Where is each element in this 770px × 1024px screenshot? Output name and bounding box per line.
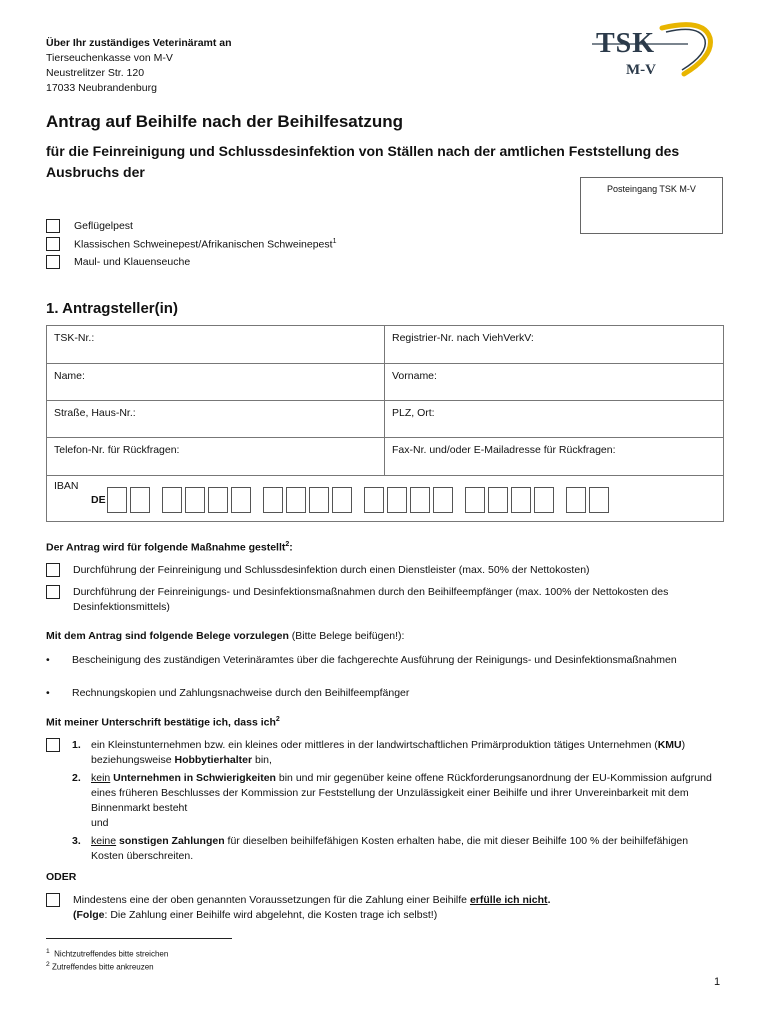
disease-label: Klassischen Schweinepest/Afrikanischen Schweinepest$^1$ bbox=[74, 237, 337, 251]
sender-line: Neustrelitzer Str. 120 bbox=[46, 67, 145, 79]
sender-address bbox=[46, 36, 232, 96]
iban-digit-box[interactable] bbox=[231, 487, 251, 513]
checkbox[interactable] bbox=[46, 237, 60, 251]
iban-digit-box[interactable] bbox=[309, 487, 329, 513]
iban-digit-box[interactable] bbox=[534, 487, 554, 513]
confirm-heading: Mit meiner Unterschrift bestätige ich, dass ich$^2$ bbox=[46, 716, 280, 729]
tsk-logo bbox=[592, 22, 716, 82]
iban-digit-box[interactable] bbox=[208, 487, 228, 513]
checkbox[interactable] bbox=[46, 893, 60, 907]
disease-option[interactable] bbox=[46, 237, 336, 251]
iban-digit-box[interactable] bbox=[185, 487, 205, 513]
bullet-icon: • bbox=[46, 654, 50, 666]
checkbox[interactable] bbox=[46, 563, 60, 577]
table-row bbox=[47, 438, 723, 476]
posteingang-label: Posteingang TSK M-V bbox=[607, 184, 696, 194]
iban-country-code: DE bbox=[91, 494, 106, 506]
posteingang-box bbox=[580, 177, 723, 234]
checkbox[interactable] bbox=[46, 219, 60, 233]
footnote: $^1$ Nichtzutreffendes bitte streichen bbox=[46, 948, 169, 959]
iban-digit-box[interactable] bbox=[286, 487, 306, 513]
sender-line: Über Ihr zuständiges Veterinäramt an bbox=[46, 37, 232, 49]
form-title: Antrag auf Beihilfe nach der Beihilfesatzung bbox=[46, 112, 404, 131]
oder-label: ODER bbox=[46, 871, 77, 883]
field-name[interactable]: Name: bbox=[54, 370, 85, 382]
field-telefon[interactable]: Telefon-Nr. für Rückfragen: bbox=[54, 444, 180, 456]
confirm-checkbox[interactable] bbox=[46, 738, 60, 752]
iban-digit-box[interactable] bbox=[263, 487, 283, 513]
iban-label: IBAN bbox=[54, 480, 79, 492]
iban-digit-box[interactable] bbox=[162, 487, 182, 513]
checkbox[interactable] bbox=[46, 255, 60, 269]
measure-heading: Der Antrag wird für folgende Maßnahme gestellt$^2$: bbox=[46, 541, 293, 554]
applicant-table bbox=[46, 325, 724, 522]
logo-text-tsk: TSK bbox=[596, 28, 656, 59]
iban-digit-box[interactable] bbox=[410, 487, 430, 513]
footnote-ref: 1 bbox=[332, 237, 337, 245]
iban-digit-box[interactable] bbox=[566, 487, 586, 513]
measure-option-label: Durchführung der Feinreinigung und Schlussdesinfektion durch einen Dienstleister (max. 50% der Nettokosten) bbox=[73, 564, 590, 576]
sender-line: 17033 Neubrandenburg bbox=[46, 82, 157, 94]
bullet-icon: • bbox=[46, 687, 50, 699]
iban-digit-box[interactable] bbox=[488, 487, 508, 513]
iban-digit-box[interactable] bbox=[130, 487, 150, 513]
iban-digit-box[interactable] bbox=[387, 487, 407, 513]
documents-heading: Mit dem Antrag sind folgende Belege vorzulegen (Bitte Belege beifügen!): bbox=[46, 630, 405, 642]
field-plz-ort[interactable]: PLZ, Ort: bbox=[392, 407, 435, 419]
iban-digit-box[interactable] bbox=[364, 487, 384, 513]
iban-digit-box[interactable] bbox=[332, 487, 352, 513]
table-row bbox=[47, 364, 723, 401]
table-row bbox=[47, 326, 723, 364]
footnote: $^2$ Zutreffendes bitte ankreuzen bbox=[46, 961, 154, 972]
iban-digit-box[interactable] bbox=[107, 487, 127, 513]
disease-label: Geflügelpest bbox=[74, 220, 133, 232]
logo-text-mv: M-V bbox=[626, 62, 656, 78]
section-heading-applicant: 1. Antragsteller(in) bbox=[46, 300, 178, 317]
field-strasse[interactable]: Straße, Haus-Nr.: bbox=[54, 407, 136, 419]
page-number: 1 bbox=[714, 976, 721, 988]
disease-option[interactable] bbox=[46, 255, 190, 269]
iban-digit-box[interactable] bbox=[465, 487, 485, 513]
sender-line: Tierseuchenkasse von M-V bbox=[46, 52, 173, 64]
iban-digit-box[interactable] bbox=[589, 487, 609, 513]
field-registrier-nr[interactable]: Registrier-Nr. nach ViehVerkV: bbox=[392, 332, 534, 344]
iban-digit-box[interactable] bbox=[511, 487, 531, 513]
footnote-divider bbox=[46, 938, 232, 939]
checkbox[interactable] bbox=[46, 585, 60, 599]
form-subtitle: für die Feinreinigung und Schlussdesinfektion von Ställen nach der amtlichen Feststellung des Ausbruchs der bbox=[46, 143, 680, 180]
iban-digit-box[interactable] bbox=[433, 487, 453, 513]
disease-option[interactable] bbox=[46, 219, 133, 233]
field-tsk-nr[interactable]: TSK-Nr.: bbox=[54, 332, 95, 344]
table-row bbox=[47, 401, 723, 438]
disease-label: Maul- und Klauenseuche bbox=[74, 256, 191, 268]
field-fax-email[interactable]: Fax-Nr. und/oder E-Mailadresse für Rückfragen: bbox=[392, 444, 616, 456]
field-vorname[interactable]: Vorname: bbox=[392, 370, 437, 382]
measure-option-label: Durchführung der Feinreinigungs- und Desinfektionsmaßnahmen durch den Beihilfeempfänger (max. 100% der Nettokosten des Desinfektionsmittels) bbox=[73, 586, 669, 613]
